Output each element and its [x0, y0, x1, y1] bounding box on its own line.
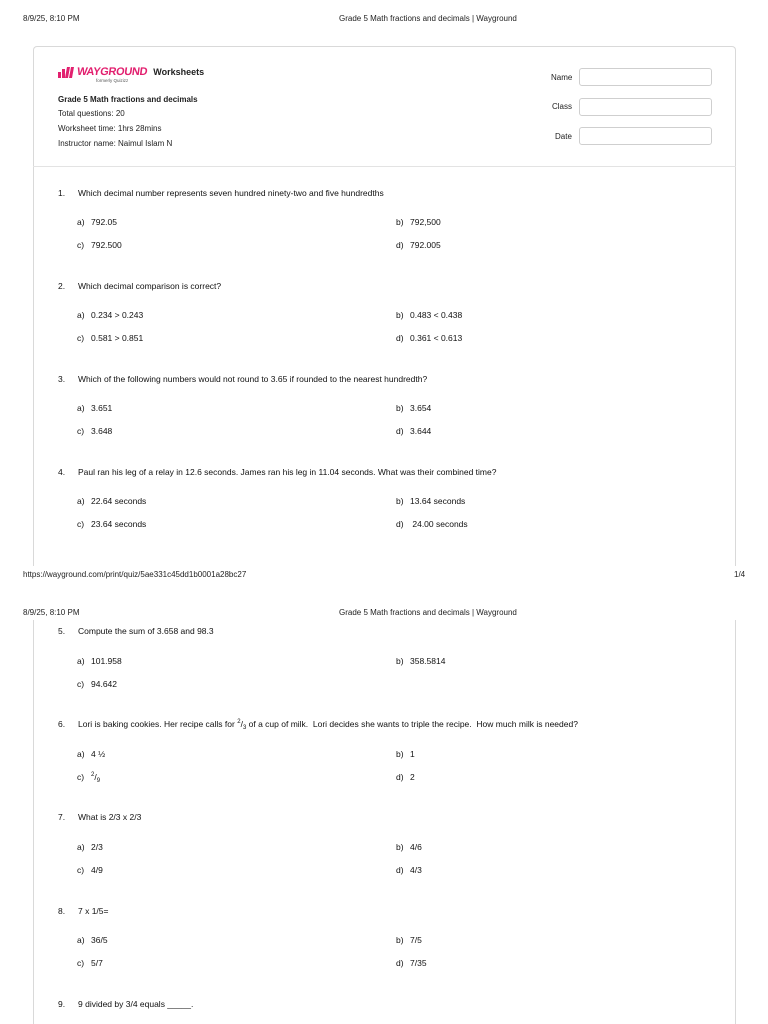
- answer-option[interactable]: a) 0.234 > 0.243: [77, 310, 144, 320]
- question-9: 9. 9 divided by 3/4 equals _____.: [58, 999, 194, 1009]
- print-datetime: 8/9/25, 8:10 PM: [23, 14, 80, 23]
- answer-option[interactable]: a) 4 ½: [77, 749, 106, 759]
- answer-option[interactable]: c) 3.648: [77, 426, 113, 436]
- answer-option[interactable]: b) 792,500: [396, 217, 441, 227]
- date-field[interactable]: [579, 127, 712, 145]
- answer-option[interactable]: c) 4/9: [77, 865, 103, 875]
- brand-tagline: formerly Quizizz: [96, 78, 129, 83]
- print-url: https://wayground.com/print/quiz/5ae331c45dd1b0001a28bc27: [23, 570, 247, 579]
- answer-option[interactable]: d) 3.644: [396, 426, 432, 436]
- question-text: Which of the following numbers would not round to 3.65 if rounded to the nearest hundredth?: [78, 374, 428, 384]
- question-text: Paul ran his leg of a relay in 12.6 seconds. James ran his leg in 11.04 seconds. What was their combined time?: [78, 467, 497, 477]
- answer-option[interactable]: a) 22.64 seconds: [77, 496, 147, 506]
- question-text: Which decimal number represents seven hundred ninety-two and five hundredths: [78, 188, 384, 198]
- print-doc-title: Grade 5 Math fractions and decimals | Wayground: [339, 608, 517, 617]
- answer-option[interactable]: c) 94.642: [77, 679, 117, 689]
- answer-option[interactable]: b) 3.654: [396, 403, 432, 413]
- answer-option[interactable]: c) 0.581 > 0.851: [77, 333, 144, 343]
- fraction-numerator: 2: [91, 772, 95, 778]
- name-label: Name: [551, 73, 573, 82]
- question-text: Compute the sum of 3.658 and 98.3: [78, 626, 214, 636]
- answer-option[interactable]: b) 358.5814: [396, 656, 446, 666]
- question-7: 7. What is 2/3 x 2/3: [58, 812, 142, 822]
- worksheet-time: Worksheet time: 1hrs 28mins: [58, 124, 162, 133]
- header-divider: [33, 166, 736, 167]
- answer-option[interactable]: d) 4/3: [396, 865, 422, 875]
- answer-option[interactable]: c) $^2/_9$: [77, 772, 101, 784]
- question-text: 9 divided by 3/4 equals _____.: [78, 999, 194, 1009]
- instructor-name: Instructor name: Naimul Islam N: [58, 139, 173, 148]
- brand-name: WAYGROUND: [76, 66, 149, 78]
- worksheet-card: [33, 620, 736, 1024]
- question-3: 3. Which of the following numbers would not round to 3.65 if rounded to the nearest hundredth?: [58, 374, 428, 384]
- section-label: Worksheets: [153, 67, 205, 77]
- answer-option[interactable]: d) 24.00 seconds: [396, 519, 468, 529]
- answer-option[interactable]: a) 792.05: [77, 217, 117, 227]
- total-questions: Total questions: 20: [58, 109, 125, 118]
- answer-option[interactable]: b) 0.483 < 0.438: [396, 310, 463, 320]
- answer-option[interactable]: a) 3.651: [77, 403, 113, 413]
- name-field[interactable]: [579, 68, 712, 86]
- worksheet-title: Grade 5 Math fractions and decimals: [58, 95, 198, 104]
- question-text: Which decimal comparison is correct?: [78, 281, 222, 291]
- answer-option[interactable]: a) 101.958: [77, 656, 122, 666]
- class-field[interactable]: [579, 98, 712, 116]
- answer-option[interactable]: d) 2: [396, 772, 415, 782]
- page-number: 1/4: [734, 570, 746, 579]
- question-text: Lori is baking cookies. Her recipe calls for $^2/_3$ of a cup of milk. Lori decides she wants to triple the recipe. How much milk is needed?: [78, 719, 578, 731]
- answer-option[interactable]: b) 4/6: [396, 842, 422, 852]
- answer-option[interactable]: a) 36/5: [77, 935, 108, 945]
- question-text: What is 2/3 x 2/3: [78, 812, 142, 822]
- answer-option[interactable]: c) 792.500: [77, 240, 122, 250]
- fraction-denominator: 3: [242, 725, 247, 731]
- answer-option[interactable]: b) 7/5: [396, 935, 422, 945]
- brand-logo[interactable]: [58, 66, 205, 83]
- question-8: 8. 7 x 1/5=: [58, 906, 109, 916]
- page-break: [0, 566, 768, 620]
- answer-option[interactable]: d) 0.361 < 0.613: [396, 333, 463, 343]
- question-4: 4. Paul ran his leg of a relay in 12.6 seconds. James ran his leg in 11.04 seconds. What was their combined time?: [58, 467, 497, 477]
- question-text: 7 x 1/5=: [78, 906, 109, 916]
- question-5: 5. Compute the sum of 3.658 and 98.3: [58, 626, 214, 636]
- fraction-numerator: 2: [237, 719, 241, 725]
- class-label: Class: [552, 102, 573, 111]
- print-doc-title: Grade 5 Math fractions and decimals | Wayground: [339, 14, 517, 23]
- date-label: Date: [555, 132, 572, 141]
- answer-option[interactable]: d) 792.005: [396, 240, 441, 250]
- wayground-logo-icon: [58, 67, 76, 78]
- fraction-denominator: 9: [96, 778, 101, 784]
- print-datetime: 8/9/25, 8:10 PM: [23, 608, 80, 617]
- answer-option[interactable]: a) 2/3: [77, 842, 103, 852]
- question-2: 2. Which decimal comparison is correct?: [58, 281, 222, 291]
- question-6: 6. Lori is baking cookies. Her recipe calls for $^2/_3$ of a cup of milk. Lori decides she wants to triple the recipe. How much milk is needed?: [58, 719, 578, 731]
- question-1: 1. Which decimal number represents seven hundred ninety-two and five hundredths: [58, 188, 384, 198]
- answer-option[interactable]: b) 13.64 seconds: [396, 496, 466, 506]
- answer-option[interactable]: c) 5/7: [77, 958, 103, 968]
- answer-option[interactable]: c) 23.64 seconds: [77, 519, 147, 529]
- answer-option[interactable]: d) 7/35: [396, 958, 427, 968]
- answer-option[interactable]: b) 1: [396, 749, 415, 759]
